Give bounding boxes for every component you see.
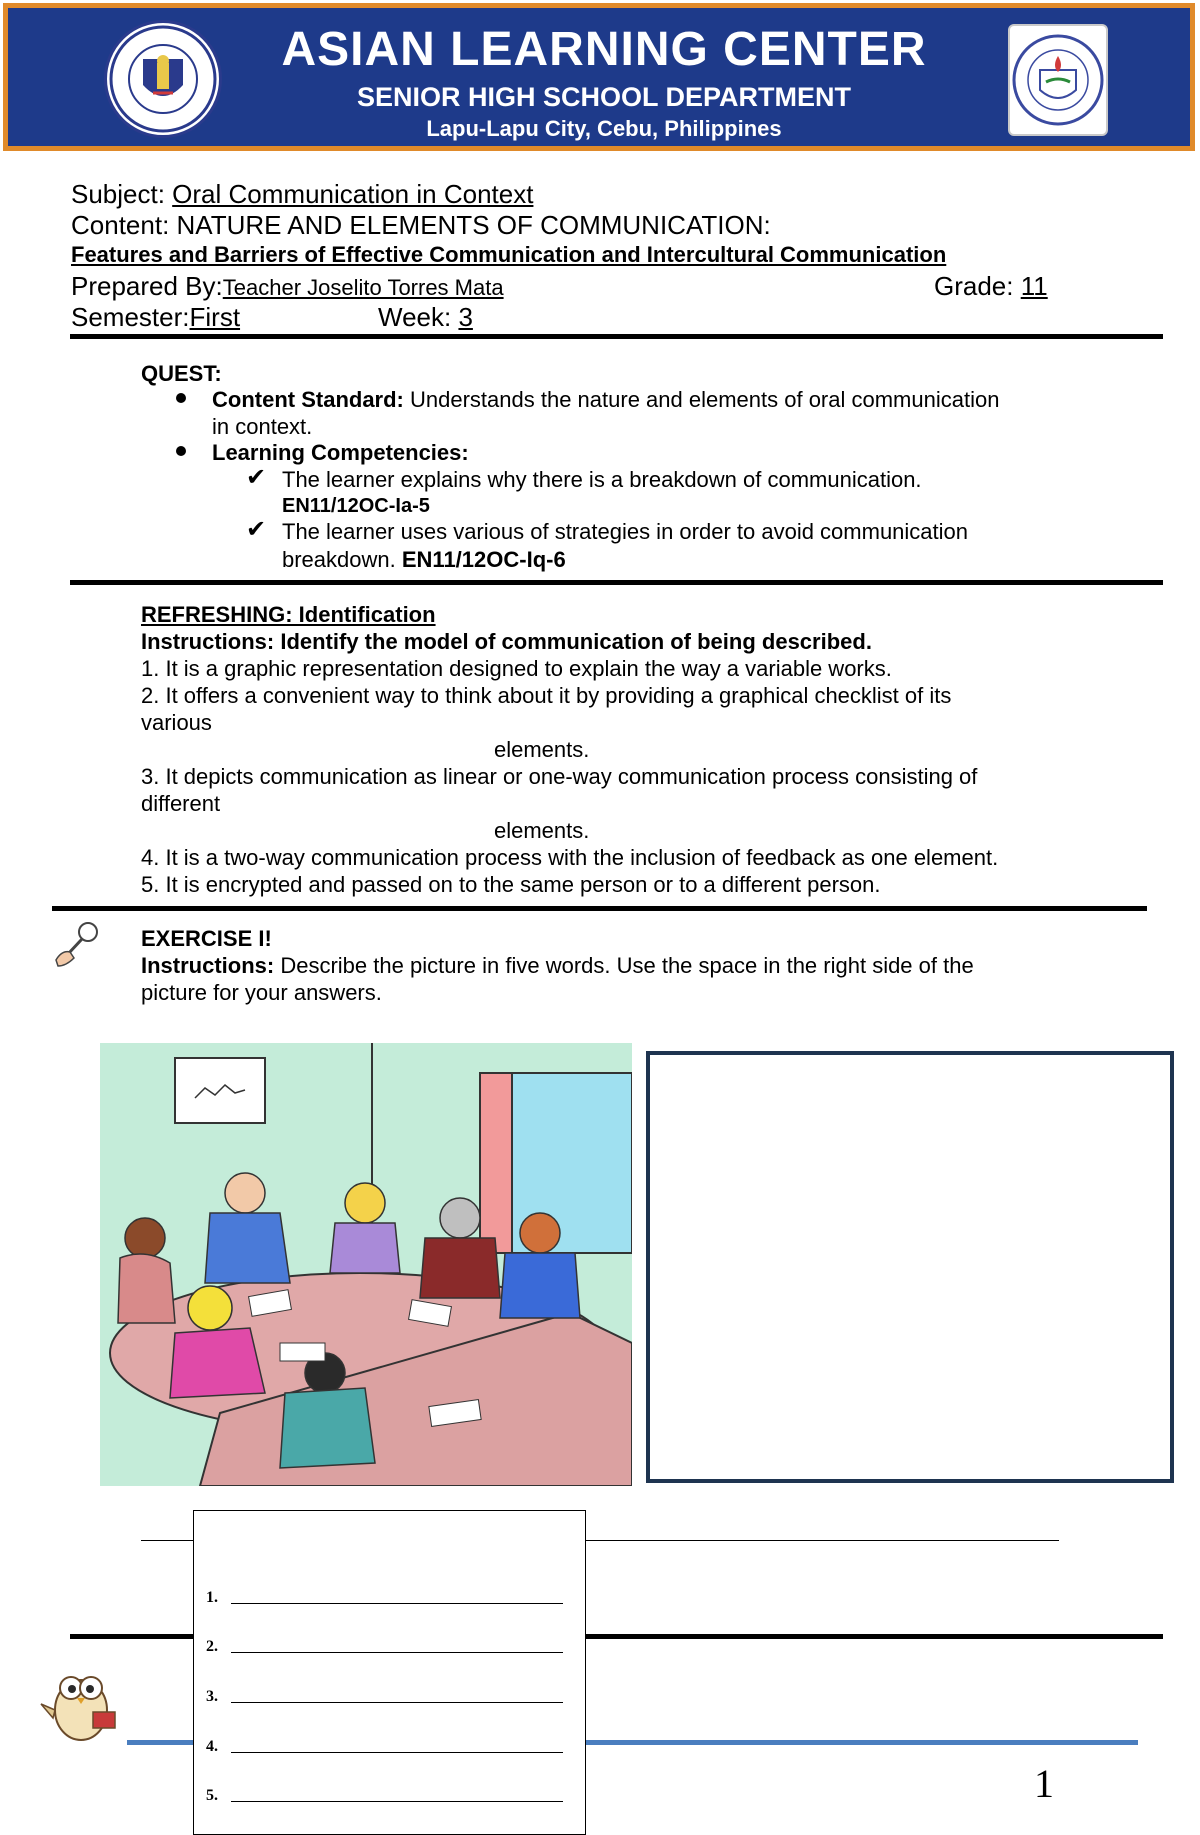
answer-box[interactable] (646, 1051, 1174, 1483)
school-location: Lapu-Lapu City, Cebu, Philippines (426, 116, 782, 141)
prepared-label: Prepared By: (71, 271, 223, 301)
refreshing-heading: REFRESHING: Identification (141, 602, 436, 627)
magnifier-hand-icon (52, 920, 102, 970)
checkmark-icon: ✔ (246, 464, 267, 491)
competency-2-cont (282, 546, 566, 573)
identification-item-5: 5. It is encrypted and passed on to the same person or to a different person. (141, 872, 881, 897)
semester-line (71, 302, 240, 333)
competency-1-code: EN11/12OC-Ia-5 (282, 495, 430, 517)
bullet-icon (176, 446, 186, 456)
grade-value: 11 (1020, 271, 1048, 301)
subject-line (71, 179, 533, 210)
grade-line (934, 271, 1048, 302)
content-label: Content: (71, 210, 177, 240)
subject-value: Oral Communication in Context (172, 179, 534, 209)
standard-text: Understands the nature and elements of oral communication (403, 387, 1000, 412)
meeting-illustration (100, 1043, 632, 1486)
week-value: 3 (458, 302, 473, 332)
answer-number: 2. (206, 1638, 218, 1655)
answer-line-4[interactable] (231, 1752, 563, 1753)
answer-line-5[interactable] (231, 1801, 563, 1802)
semester-value: First (189, 302, 241, 332)
identification-item-3-end: elements. (494, 818, 590, 843)
department-name: SENIOR HIGH SCHOOL DEPARTMENT (356, 82, 852, 112)
grade-label: Grade: (934, 271, 1021, 301)
bullet-icon (176, 393, 186, 403)
quest-heading: QUEST: (141, 361, 222, 386)
competencies-label: Learning Competencies: (212, 440, 469, 465)
prepared-value: Teacher Joselito Torres Mata (222, 275, 504, 300)
identification-item-1: 1. It is a graphic representation designed to explain the way a variable works. (141, 656, 892, 681)
school-seal-logo (1008, 24, 1108, 136)
header-banner (3, 3, 1195, 151)
content-value: NATURE AND ELEMENTS OF COMMUNICATION: (176, 210, 771, 240)
content-subtitle: Features and Barriers of Effective Communication and Intercultural Communication (71, 242, 947, 267)
instructions-label: Instructions: (141, 953, 275, 978)
instructions-text: Describe the picture in five words. Use the space in the right side of the (274, 953, 974, 978)
competency-2-tail: breakdown. (282, 547, 402, 572)
checkmark-icon: ✔ (246, 516, 267, 543)
numbered-answer-box (193, 1510, 586, 1835)
divider-rule (52, 906, 1147, 911)
divider-rule (70, 334, 1163, 339)
exercise-heading: EXERCISE I! (141, 926, 272, 951)
page-number: 1 (1034, 1761, 1054, 1806)
answer-line-2[interactable] (231, 1652, 563, 1653)
week-line (378, 302, 473, 333)
identification-item-2-end: elements. (494, 737, 590, 762)
content-line (71, 210, 771, 241)
content-standard (212, 386, 999, 413)
identification-item-3-cont: different (141, 791, 221, 816)
answer-number: 4. (206, 1738, 218, 1755)
competency-2-code: EN11/12OC-Iq-6 (401, 547, 566, 572)
school-name: ASIAN LEARNING CENTER (281, 23, 927, 76)
subject-label: Subject: (71, 179, 173, 209)
standard-label: Content Standard: (212, 387, 404, 412)
competency-1: The learner explains why there is a breakdown of communication. (282, 467, 922, 492)
prepared-by-line (71, 271, 504, 302)
owl-mascot-icon (33, 1652, 127, 1746)
standard-text-cont: in context. (212, 414, 313, 439)
identification-item-2: 2. It offers a convenient way to think about it by providing a graphical checklist of its (141, 683, 952, 708)
divider-rule (70, 580, 1163, 585)
identification-item-2-cont: various (141, 710, 212, 735)
answer-number: 5. (206, 1787, 218, 1804)
answer-number: 1. (206, 1589, 218, 1606)
identification-item-4: 4. It is a two-way communication process with the inclusion of feedback as one element. (141, 845, 999, 870)
identification-item-3: 3. It depicts communication as linear or one-way communication process consisting of (141, 764, 978, 789)
exercise-instructions (141, 952, 974, 979)
answer-line-1[interactable] (231, 1603, 563, 1604)
semester-label: Semester: (71, 302, 190, 332)
refreshing-instructions: Instructions: Identify the model of communication of being described. (141, 629, 872, 654)
exercise-instructions-cont: picture for your answers. (141, 980, 382, 1005)
answer-number: 3. (206, 1688, 218, 1705)
answer-line-3[interactable] (231, 1702, 563, 1703)
competency-2: The learner uses various of strategies in order to avoid communication (282, 519, 969, 544)
week-label: Week: (378, 302, 459, 332)
